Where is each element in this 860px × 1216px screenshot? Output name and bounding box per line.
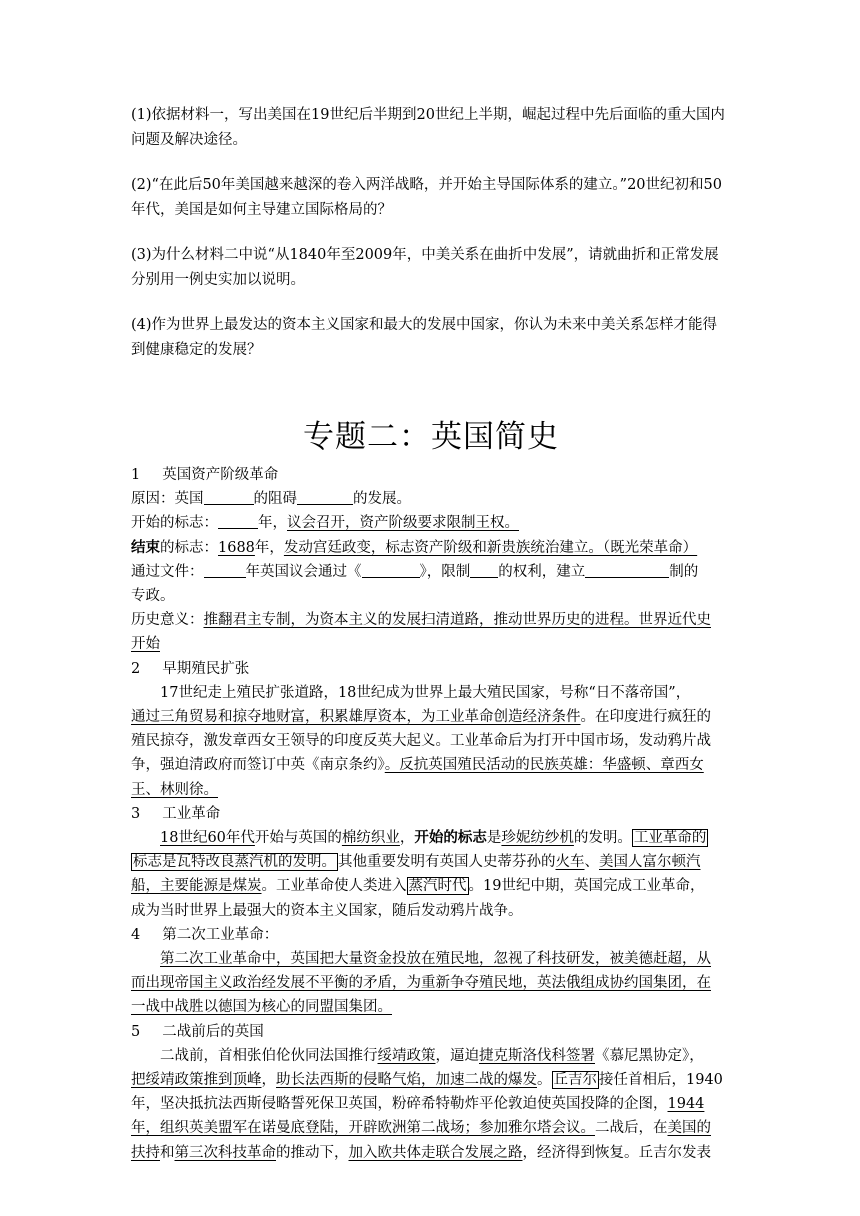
colonial-paragraph-line-5: 王、林则徐。 bbox=[131, 781, 218, 798]
section-heading: 1 英国资产阶级革命 bbox=[131, 467, 279, 483]
boxed-text: 丘吉尔 bbox=[553, 1072, 597, 1089]
ww2-line-5: 扶持和第三次科技革命的推动下，加入欧共体走联合发展之路，经济得到恢复。丘吉尔发表 bbox=[131, 1144, 711, 1161]
colonial-paragraph-line-3: 殖民掠夺，激发章西女王领导的印度反英大起义。工业革命后为打开中国市场，发动鸦片战 bbox=[131, 733, 711, 750]
fill-blank bbox=[362, 563, 420, 578]
start-line: 开始的标志： 年，议会召开，资产阶级要求限制王权。 bbox=[131, 515, 519, 532]
ww2-line-3: 年，坚决抵抗法西斯侵略誓死保卫英国，粉碎希特勒炸平伦敦迫使英国投降的企图，1944 bbox=[131, 1096, 705, 1113]
question-2: (2)“在此后50年美国越来越深的卷入两洋战略，并开始主导国际体系的建立。”20世纪初和50年代，美国是如何主导建立国际格局的？ bbox=[131, 177, 722, 218]
fill-blank bbox=[204, 563, 246, 578]
ww2-line-2: 把绥靖政策推到顶峰，助长法西斯的侵略气焰，加速二战的爆发。 丘吉尔 接任首相后，1940 bbox=[131, 1072, 723, 1089]
ww2-line-1: 二战前，首相张伯伦伙同法国推行绥靖政策，逼迫捷克斯洛伐科签署《慕尼黑协定》， bbox=[160, 1047, 704, 1064]
second-revolution-line-2: 而出现帝国主义政治经发展不平衡的矛盾，为重新争夺殖民地，英法俄组成协约国集团，在 bbox=[131, 975, 711, 992]
boxed-text: 蒸汽时代 bbox=[408, 878, 467, 895]
boxed-text: 标志是瓦特改良蒸汽机的发明。 bbox=[133, 854, 336, 871]
second-revolution-line-3: 一战中战胜以德国为核心的同盟国集团。 bbox=[131, 999, 392, 1016]
industrial-line-1: 18世纪60年代开始与英国的棉纺织业，开始的标志是珍妮纺纱机的发明。 工业革命的 bbox=[160, 829, 707, 847]
fill-blank bbox=[204, 490, 254, 505]
industrial-line-2: 标志是瓦特改良蒸汽机的发明。 其他重要发明有英国人史蒂芬孙的火车、美国人富尔顿汽 bbox=[133, 854, 701, 871]
colonial-paragraph-line-2: 通过三角贸易和掠夺地财富，积累雄厚资本，为工业革命创造经济条件。在印度进行疯狂的 bbox=[131, 709, 711, 726]
document-line: 通过文件： 年英国议会通过《 》，限制 的权利，建立 制的 bbox=[131, 563, 699, 580]
fill-blank bbox=[585, 563, 669, 578]
industrial-line-3: 船，主要能源是煤炭。工业革命使人类进入 蒸汽时代 。19世纪中期，英国完成工业革命， bbox=[131, 878, 705, 895]
section-heading: 5 二战前后的英国 bbox=[131, 1023, 264, 1040]
significance-line-2: 开始 bbox=[131, 636, 160, 653]
significance-line: 历史意义：推翻君主专制，为资本主义的发展扫清道路，推动世界历史的进程。世界近代史 bbox=[131, 612, 711, 629]
page-title: 专题二：英国简史 bbox=[303, 419, 559, 455]
cause-line: 原因：英国 的阻碍 的发展。 bbox=[131, 491, 411, 508]
section-heading: 2 早期殖民扩张 bbox=[131, 660, 250, 677]
question-3: (3)为什么材料二中说“从1840年至2009年，中美关系在曲折中发展”，请就曲折和正常发展分别用一例史实加以说明。 bbox=[131, 247, 719, 288]
document-line-2: 专政。 bbox=[131, 588, 175, 605]
question-1: (1)依据材料一，写出美国在19世纪后半期到20世纪上半期，崛起过程中先后面临的重大国内问题及解决途径。 bbox=[131, 107, 725, 148]
colonial-paragraph-line-1: 17世纪走上殖民扩张道路，18世纪成为世界上最大殖民国家，号称“日不落帝国”， bbox=[160, 684, 691, 701]
colonial-paragraph-line-4: 争，强迫清政府而签订中英《南京条约》。反抗英国殖民活动的民族英雄：华盛顿、章西女 bbox=[131, 757, 704, 774]
section-heading: 4 第二次工业革命： bbox=[131, 926, 279, 943]
fill-blank bbox=[218, 514, 258, 529]
ww2-line-4: 年，组织英美盟军在诺曼底登陆，开辟欧洲第二战场；参加雅尔塔会议。二战后，在美国的 bbox=[131, 1120, 711, 1137]
boxed-text: 工业革命的 bbox=[633, 830, 707, 847]
fill-blank bbox=[470, 563, 498, 578]
fill-blank bbox=[297, 490, 353, 505]
question-4: (4)作为世界上最发达的资本主义国家和最大的发展中国家，你认为未来中美关系怎样才能得到健康稳定的发展？ bbox=[131, 317, 718, 358]
end-line: 结束的标志：1688年，发动宫廷政变，标志资产阶级和新贵族统治建立。（既光荣革命） bbox=[131, 538, 698, 556]
industrial-line-4: 成为当时世界上最强大的资本主义国家，随后发动鸦片战争。 bbox=[131, 902, 523, 919]
second-revolution-line-1: 第二次工业革命中，英国把大量资金投放在殖民地，忽视了科技研发，被美德赶超，从 bbox=[160, 951, 711, 968]
section-heading: 3 工业革命 bbox=[131, 805, 221, 822]
